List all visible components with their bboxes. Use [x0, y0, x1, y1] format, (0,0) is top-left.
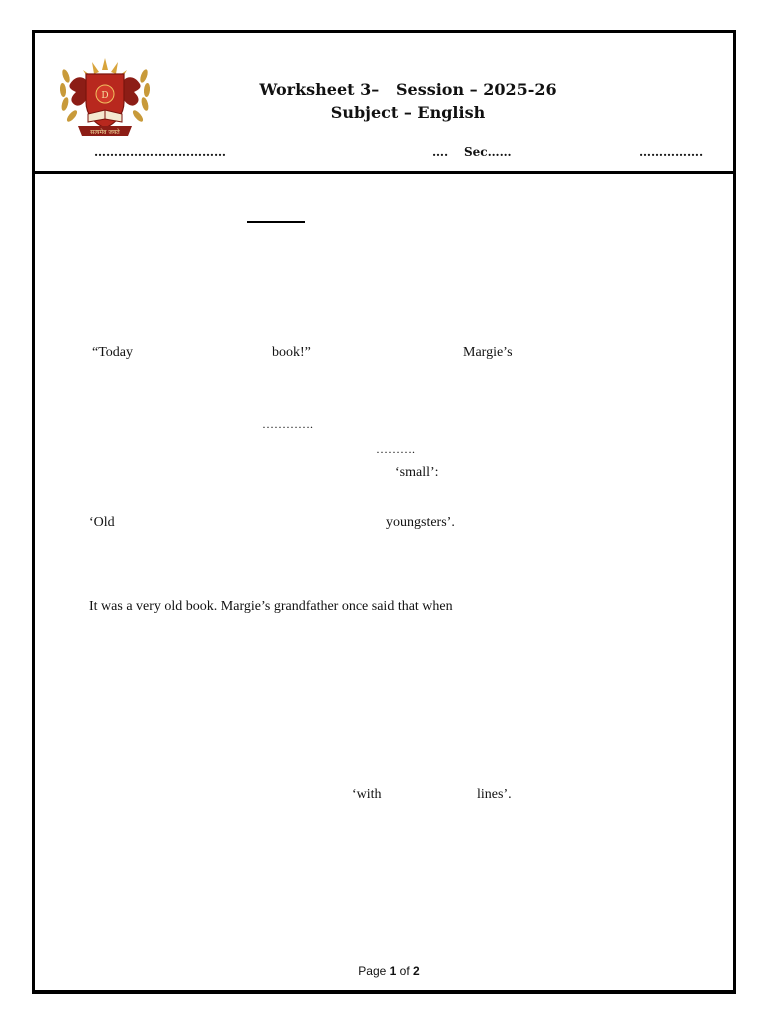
text-with: ‘with: [352, 787, 382, 802]
school-logo: [56, 56, 154, 140]
text-lines: lines’.: [477, 787, 512, 802]
svg-text:सत्यमेव जयते: सत्यमेव जयते: [90, 129, 120, 136]
text-old: ‘Old: [89, 515, 115, 530]
horse-right-icon: [122, 77, 141, 105]
page-total: 2: [413, 964, 420, 978]
dotted-blank-1: ………….: [262, 417, 313, 431]
section-label: Sec……: [464, 145, 512, 159]
page-number: [0, 964, 768, 978]
text-today: “Today: [92, 345, 134, 360]
page-border: [32, 30, 736, 994]
title-line-worksheet: Worksheet 3– Session – 2025-26: [259, 80, 557, 99]
heading-underline: [247, 221, 305, 223]
dotted-blank-2: ……….: [376, 442, 415, 456]
text-small: ‘small’:: [395, 465, 439, 480]
header-divider: [35, 171, 733, 174]
page-current: 1: [389, 964, 397, 978]
class-blank: ….: [432, 145, 449, 159]
passage-sentence: It was a very old book. Margie’s grandfather once said that when: [89, 599, 453, 614]
text-margies: Margie’s: [463, 345, 513, 360]
svg-text:D: D: [101, 91, 109, 101]
worksheet-title: [230, 78, 586, 124]
title-line-subject: Subject – English: [330, 103, 486, 122]
text-youngsters: youngsters’.: [386, 515, 455, 530]
page-of: of: [396, 964, 414, 978]
name-blank: ……………………………: [94, 145, 226, 159]
roll-blank: …………….: [639, 145, 704, 159]
page-border-shadow: [32, 990, 736, 991]
horse-left-icon: [69, 77, 88, 105]
page-prefix: Page: [358, 964, 390, 978]
text-book: book!”: [272, 345, 311, 360]
